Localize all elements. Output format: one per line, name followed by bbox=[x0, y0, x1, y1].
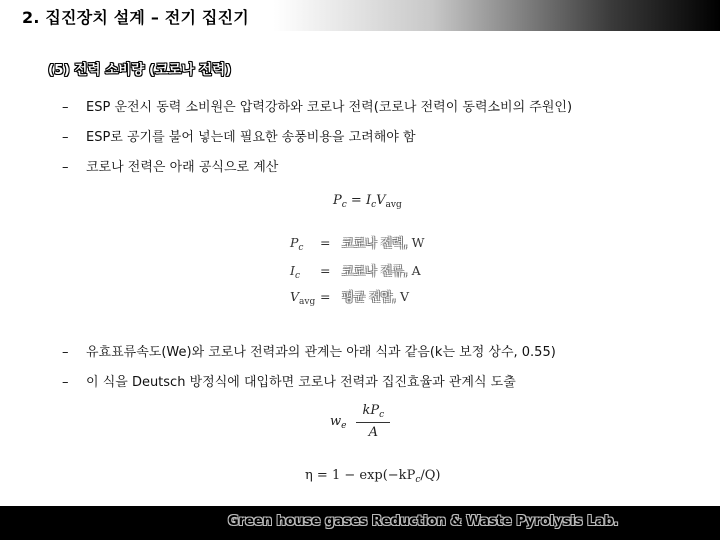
slide-title: 2. 집진장치 설계 – 전기 집진기 bbox=[22, 8, 249, 27]
bullet-text: 유효표류속도(We)와 코로나 전력과의 관계는 아래 식과 같음(k는 보정 상수, 0.55) bbox=[86, 345, 556, 360]
definition-symbol: $V_{avg}$ bbox=[290, 289, 316, 307]
symbol-w: w bbox=[330, 414, 342, 429]
bullet-text: ESP로 공기를 불어 넣는데 필요한 송풍비용을 고려해야 함 bbox=[86, 130, 416, 145]
definition-row bbox=[290, 288, 409, 307]
definition-symbol: $P_c$ bbox=[290, 235, 304, 253]
eta-expression: η = 1 − exp(−kP bbox=[305, 468, 416, 483]
subscript: avg bbox=[385, 200, 402, 210]
equals-sign: = bbox=[346, 193, 366, 208]
definition-text: 코로나 전력, bbox=[342, 236, 408, 250]
corona-power-equation bbox=[333, 193, 402, 210]
bullet-item bbox=[62, 96, 572, 115]
definition-text: 평균 전압, bbox=[342, 290, 396, 304]
bullet-item bbox=[62, 341, 556, 360]
dash-marker: – bbox=[62, 375, 69, 390]
definition-row bbox=[290, 234, 424, 253]
unit: W bbox=[411, 235, 425, 250]
subscript: c bbox=[341, 200, 347, 210]
symbol-i: I bbox=[365, 193, 372, 208]
drift-velocity-equation bbox=[330, 403, 390, 440]
dash-marker: – bbox=[62, 160, 69, 175]
bullet-text: 코로나 전력은 아래 공식으로 계산 bbox=[86, 160, 279, 175]
fraction bbox=[356, 403, 390, 440]
footer-bar bbox=[0, 506, 720, 540]
lab-name: Green house gases Reduction & Waste Pyrolysis Lab. bbox=[228, 514, 619, 529]
definition-row bbox=[290, 262, 421, 281]
definition-symbol: $I_c$ bbox=[290, 263, 300, 281]
title-bar bbox=[0, 0, 720, 31]
bullet-item bbox=[62, 156, 278, 175]
equals-sign: = bbox=[320, 289, 331, 304]
bullet-item bbox=[62, 371, 516, 390]
bullet-text: 이 식을 Deutsch 방정식에 대입하면 코로나 전력과 집진효율과 관계식 도출 bbox=[86, 375, 516, 390]
dash-marker: – bbox=[62, 100, 69, 115]
dash-marker: – bbox=[62, 130, 69, 145]
efficiency-equation bbox=[305, 468, 440, 485]
bullet-text: ESP 운전시 동력 소비원은 압력강하와 코로나 전력(코로나 전력이 동력소비의 주원인) bbox=[86, 100, 573, 115]
definition-text: 코로나 전류, bbox=[342, 264, 408, 278]
dash-marker: – bbox=[62, 345, 69, 360]
equals-sign: = bbox=[320, 263, 331, 278]
fraction-numerator: $kP_c$ bbox=[356, 403, 390, 423]
unit: A bbox=[411, 263, 421, 278]
bullet-item bbox=[62, 126, 416, 145]
subscript: e bbox=[341, 421, 347, 431]
section-heading: (5) 전력 소비량 (코로나 전력) bbox=[48, 62, 232, 78]
fraction-denominator: A bbox=[368, 425, 378, 440]
symbol-v: V bbox=[376, 193, 386, 208]
subscript: c bbox=[371, 200, 377, 210]
subscript: c bbox=[415, 475, 421, 485]
equals-sign: = bbox=[320, 235, 331, 250]
unit: V bbox=[399, 289, 410, 304]
eta-expression-end: /Q) bbox=[420, 468, 441, 483]
symbol-p: P bbox=[333, 193, 342, 208]
